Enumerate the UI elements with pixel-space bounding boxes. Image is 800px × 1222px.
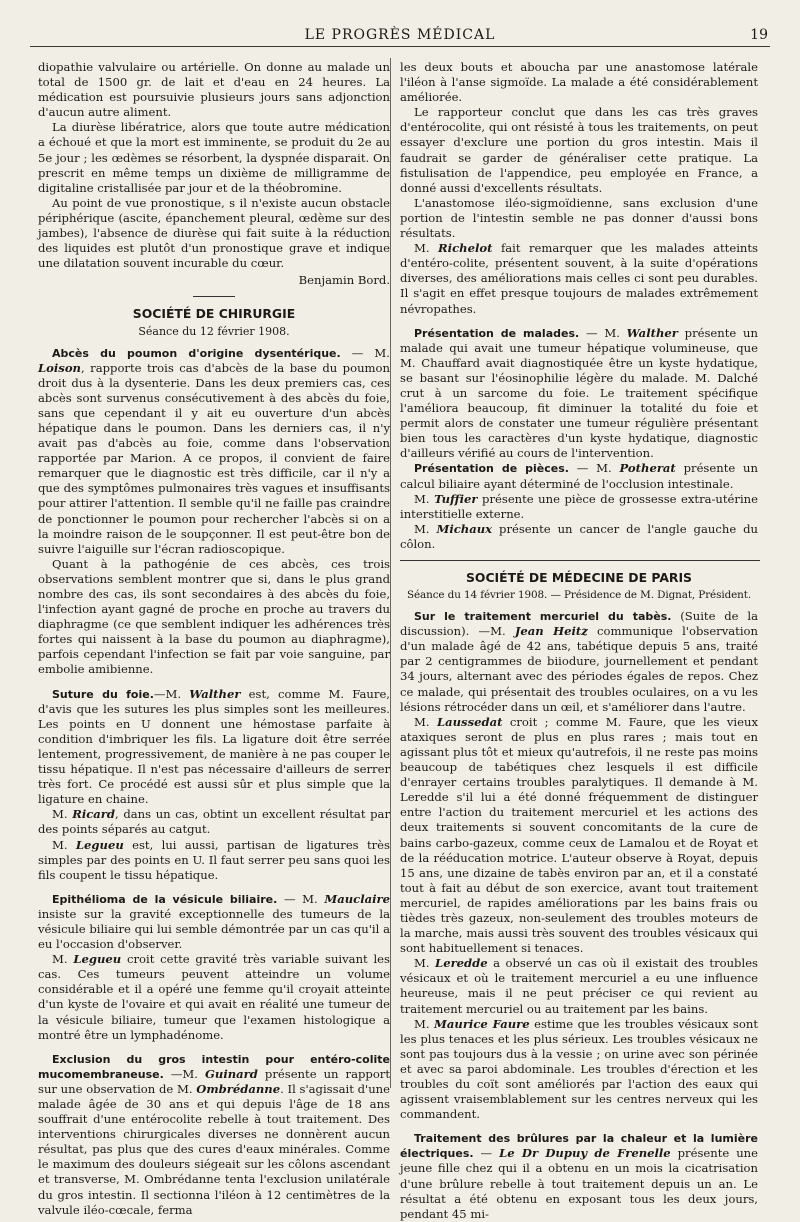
session-date: Séance du 14 février 1908. — Présidence de M. Dignat, Président.	[406, 589, 752, 601]
entry-text: fait remarquer que les malades atteints d'entéro-colite, présentent souvent, à la suite d'opérations diverses, des améliorations mais celles ci sont peu durables. Il s'agit en effet presque toujours de malades extrêmement névropathes.	[400, 241, 758, 316]
paragraph: L'anastomose iléo-sigmoïdienne, sans exclusion d'une portion de l'intestin semble ne pas donner d'aussi bons résultats.	[400, 195, 758, 241]
entry-title: Epithélioma de la vésicule biliaire.	[52, 892, 278, 906]
separator: —M.	[153, 686, 190, 701]
author-name: Ombrédanne	[196, 1081, 281, 1096]
author-name: Ricard	[72, 807, 116, 822]
report-entry	[400, 461, 758, 491]
entry-title: Suture du foie.	[52, 687, 154, 701]
author-name: Tuffier	[434, 491, 478, 506]
entry-title: Exclusion du gros intestin pour entéro-colite mucomembraneuse.	[38, 1052, 390, 1081]
entry-text: . Il s'agissait d'une malade âgée de 30 ans et qui depuis l'âge de 18 ans souffrait d'une entérocolite rebelle à tout traitement. Des interventions chirurgicales diverses ne donnèrent aucun résultat, pas plus que des cures d'eaux minérales. Comme le maximum des douleurs siégeait sur les côlons ascendant et transverse, M. Ombrédanne tenta l'exclusion unilatérale du gros intestin. Il sectionna l'iléon à 12 centimètres de la valvule iléo-cœcale, ferma	[38, 1081, 390, 1217]
separator: — M.	[568, 461, 620, 476]
report-entry	[400, 1017, 758, 1123]
entry-title: Sur le traitement mercuriel du tabès.	[414, 610, 672, 624]
article-signature: Benjamin Bord.	[298, 273, 390, 288]
report-entry	[38, 952, 390, 1043]
entry-text: croit ; comme M. Faure, que les vieux ataxiques seront de plus en plus rares ; mais tout en agissant plus tôt et mieux qu'autrefois, il ne reste pas moins beaucoup de tabétiques chez lesquels il est difficile d'enrayer certains troubles paralytiques. Il demande à M. Leredde s'il lui a été donné fréquemment de distinguer entre l'action du traitement mercuriel et les actions des deux traitements si souvent concomitants de la cure de bains carbo-gazeux, comme ceux de Lamalou et de Royat et de la rééducation motrice. L'auteur observe à Royat, depuis 15 ans, une dizaine de tabès environ par an, et il a constaté tout à fait au début de son exercice, avant tout traitement mercuriel, de rapides améliorations par les bains frais ou tièdes très gazeux, non-seulement des troubles moteurs de la marche, mais aussi très souvent des troubles vésicaux qui sont habituellement si tenaces.	[400, 714, 758, 956]
entry-title: Présentation de malades.	[414, 326, 580, 340]
author-name: Leredde	[435, 956, 488, 971]
entry-text: a observé un cas où il existait des troubles vésicaux et où le traitement mercuriel a eu une influence heureuse, mais il ne peut préciser ce qui revient au traitement mercuriel ou au traitement par les bains.	[400, 956, 758, 1016]
running-title: LE PROGRÈS MÉDICAL	[304, 27, 496, 43]
author-name: Walther	[189, 686, 241, 701]
paragraph: La diurèse libératrice, alors que toute autre médication a échoué et que la mort est imminente, se produit du 2e au 5e jour ; les œdèmes se résorbent, la dyspnée disparait. On prescrit en même temps un dixième de milligramme de digitaline cristallisée par jour et de la théobromine.	[38, 120, 390, 195]
prefix: M.	[414, 956, 436, 971]
entry-text: présente une pièce de grossesse extra-utérine interstitielle externe.	[400, 491, 758, 521]
right-column	[400, 60, 758, 1222]
entry-title: Abcès du poumon d'origine dysentérique.	[52, 346, 341, 360]
report-entry	[400, 956, 758, 1016]
prefix: M.	[414, 714, 437, 729]
report-entry	[38, 1052, 390, 1218]
section-divider	[193, 296, 235, 297]
entry-text: (Suite de la discussion). —M.	[400, 609, 758, 639]
section-title: SOCIÉTÉ DE MÉDECINE DE PARIS	[466, 570, 692, 585]
paragraph: les deux bouts et aboucha par une anastomose latérale l'iléon à l'anse sigmoïde. La malade a été considérablement améliorée.	[400, 60, 758, 105]
entry-text: communique l'observation d'un malade âgé de 42 ans, tabétique depuis 5 ans, traité par 2 centigrammes de biiodure, journellement et pendant 34 jours, alternant avec des périodes égales de repos. Chez ce malade, qui présentait des troubles oculaires, on a vu les lésions rétrocéder dans un œil, et s'améliorer dans l'autre.	[400, 624, 758, 714]
prefix: M.	[414, 1016, 435, 1031]
left-column	[38, 60, 390, 1218]
author-name: Mauclaire	[324, 891, 390, 906]
author-name: Richelot	[438, 241, 493, 256]
prefix: M.	[414, 521, 437, 536]
report-entry	[38, 807, 390, 837]
entry-text: présente un rapport sur une observation de M.	[38, 1066, 391, 1096]
author-name: Walther	[626, 325, 678, 340]
entry-title: Présentation de pièces.	[414, 462, 569, 476]
entry-text: croit cette gravité très variable suivant les cas. Ces tumeurs peuvent atteindre un volume considérable et il a opéré une femme qu'il croyait atteinte d'un kyste de l'ovaire et qui avait en réalité une tumeur de la vésicule biliaire, tumeur que l'examen histologique a montré être un lymphadénome.	[38, 952, 390, 1042]
entry-text: présente un calcul biliaire ayant déterminé de l'occlusion intestinale.	[400, 461, 758, 491]
prefix: M.	[414, 491, 435, 506]
entry-text: , dans un cas, obtint un excellent résultat par des points séparés au catgut.	[38, 807, 390, 837]
paragraph: Quant à la pathogénie de ces abcès, ces trois observations semblent montrer que si, dans le plus grand nombre des cas, ils sont secondaires à des abcès du foie, l'infection ayant gagné de proche en proche au travers du diaphragme (ce que semblent indiquer les adhérences très fortes qui naissent à la base du poumon au diaphragme), parfois cependant l'infection se fait par voie sanguine, par embolie amibienne.	[38, 556, 390, 677]
separator: — M.	[579, 325, 627, 340]
report-entry	[38, 346, 390, 557]
entry-title: Traitement des brûlures par la chaleur et la lumière électriques.	[400, 1132, 758, 1161]
section-divider	[400, 560, 760, 561]
page-header	[30, 26, 770, 47]
author-name: Maurice Faure	[434, 1016, 530, 1031]
separator: —	[473, 1146, 500, 1161]
entry-text: insiste sur la gravité exceptionnelle des tumeurs de la vésicule biliaire qui lui semble démontrée par un cas qu'il a eu l'occasion d'observer.	[38, 906, 390, 952]
separator: — M.	[340, 345, 390, 360]
author-name: Michaux	[436, 521, 493, 536]
report-entry	[400, 241, 758, 316]
author-name: Legueu	[75, 837, 124, 852]
separator: — M.	[277, 891, 325, 906]
entry-text: est, comme M. Faure, d'avis que les sutures les plus simples sont les meilleures. Les points en U donnent une hémostase parfaite à condition d'imbriquer les fils. La ligature doit être serrée lentement, progressivement, de manière à ne pas couper le tissu hépatique. Il n'est pas nécessaire d'ailleurs de serrer très fort. Ce procédé est aussi sûr et plus simple que la ligature en chaine.	[38, 686, 390, 807]
report-entry	[38, 892, 390, 952]
report-entry	[400, 492, 758, 522]
entry-text: est, lui aussi, partisan de ligatures très simples par des points en U. Il faut serrer peu sans quoi les fils coupent le tissu hépatique.	[38, 837, 390, 882]
page-number: 19	[750, 27, 768, 43]
separator: —M.	[163, 1066, 205, 1081]
author-name: Jean Heitz	[514, 624, 588, 639]
report-entry	[400, 1131, 758, 1222]
section-title: SOCIÉTÉ DE CHIRURGIE	[132, 306, 296, 322]
report-entry	[400, 715, 758, 957]
prefix: M.	[414, 241, 439, 256]
prefix: M.	[52, 807, 73, 822]
paragraph: diopathie valvulaire ou artérielle. On donne au malade un total de 1500 gr. de lait et d'eau en 24 heures. La médication est poursuivie plusieurs jours sans adjonction d'aucun autre aliment.	[38, 60, 390, 120]
author-name: Legueu	[73, 952, 122, 967]
entry-text: estime que les troubles vésicaux sont les plus tenaces et les plus sérieux. Les troubles vésicaux ne sont pas toujours dus à la vessie ; on urine avec son périnée et avec sa paroi abdominale. Les troubles d'érection et les troubles du coït sont améliorés par l'action des eaux qui agissent vraisemblablement sur les centres nerveux qui les commandent.	[400, 1016, 758, 1122]
paragraph: Le rapporteur conclut que dans les cas très graves d'entérocolite, qui ont résisté à tous les traitements, on peut essayer d'exclure une portion du gros intestin. Mais il faudrait se garder de généraliser cette pratique. La fistulisation de l'appendice, peu employée en France, a donné aussi d'excellents résultats.	[400, 105, 758, 195]
entry-text: présente un malade qui avait une tumeur hépatique volumineuse, que M. Chauffard avait diagnostiquée être un kyste hydatique, se basant sur l'éosinophilie légère du malade. M. Dalché crut à un sarcome du foie. Le traitement spécifique l'améliora beaucoup, fit diminuer la totalité du foie et permit alors de constater une tumeur régulière présentant bien tous les caractères d'un kyste hydatique, diagnostic d'ailleurs vérifié au cours de l'intervention.	[400, 325, 758, 461]
author-name: Potherat	[619, 461, 676, 476]
report-entry	[38, 687, 390, 808]
report-entry	[400, 326, 758, 462]
author-name: Le Dr Dupuy de Frenelle	[499, 1146, 671, 1161]
author-name: Loison	[38, 360, 81, 375]
column-divider	[390, 58, 391, 1088]
report-entry	[400, 522, 758, 552]
session-date: Séance du 12 février 1908.	[138, 325, 290, 339]
prefix: M.	[52, 952, 74, 967]
paragraph: Au point de vue pronostique, s il n'existe aucun obstacle périphérique (ascite, épanchement pleural, œdème sur des jambes), l'absence de diurèse qui fait suite à la réduction des liquides est plutôt d'un pronostique grave et indique une dilatation souvent incurable du cœur.	[38, 195, 390, 271]
prefix: M.	[52, 837, 76, 852]
entry-text: présente un cancer de l'angle gauche du côlon.	[400, 521, 758, 551]
author-name: Laussedat	[436, 714, 503, 729]
author-name: Guinard	[205, 1066, 258, 1081]
report-entry	[38, 838, 390, 883]
entry-text: , rapporte trois cas d'abcès de la base du poumon droit dus à la dysenterie. Dans les deux premiers cas, ces abcès sont survenus consécutivement à des abcès du foie, sans que cependant il y ait eu ouverture d'un abcès hépatique dans le poumon. Dans les derniers cas, il n'y avait pas d'abcès au foie, comme dans l'observation rapportée par Marion. A ce propos, il convient de faire remarquer que le diagnostic est très difficile, car il n'y a que des symptômes pulmonaires très vagues et insuffisants pour attirer l'attention. Il semble qu'il ne faille pas craindre de ponctionner le poumon pour rechercher l'abcès si on a la moindre raison de le soupçonner. Il est peut-être bon de suivre l'aiguille sur l'écran radioscopique.	[38, 360, 390, 556]
entry-text: présente une jeune fille chez qui il a obtenu en un mois la cicatrisation d'une brûlure rebelle à tout traitement depuis un an. Le résultat a été obtenu en exposant tous les deux jours, pendant 45 mi-	[400, 1146, 758, 1221]
report-entry	[400, 609, 758, 715]
